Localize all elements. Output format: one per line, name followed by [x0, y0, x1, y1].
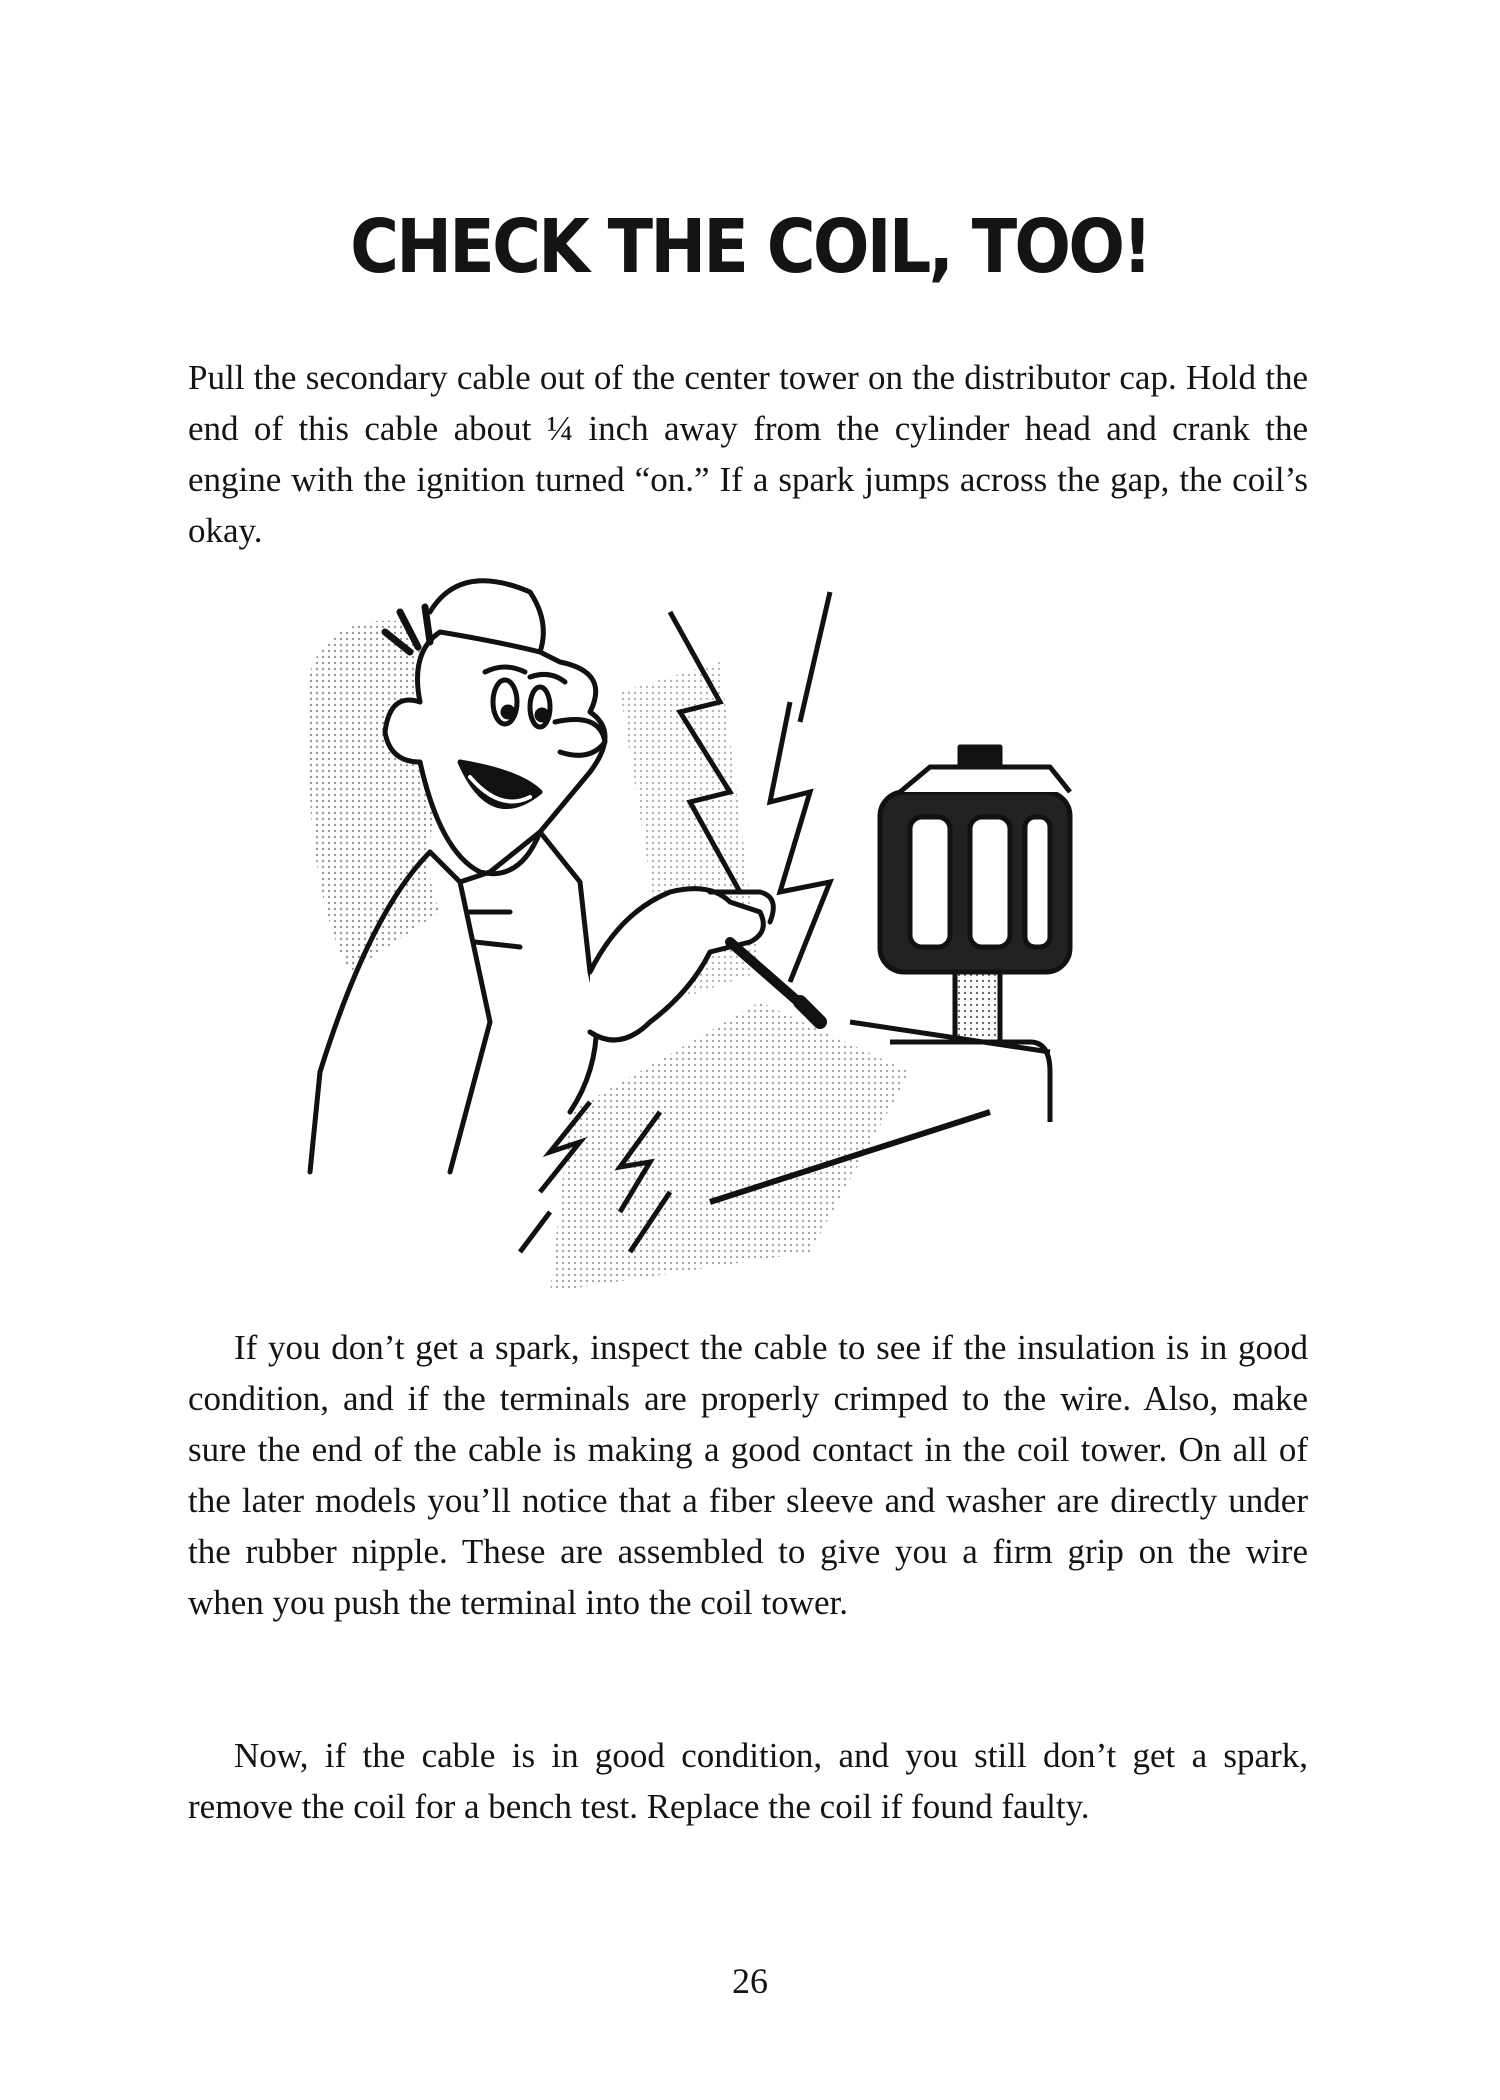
halftone-wash-bottom	[550, 1002, 910, 1292]
intro-paragraph: Pull the secondary cable out of the center tower on the distributor cap. Hold the end of this cable about ¼ inch away from the cylinder head and crank the engine with the ignition turned “on.” If a spark jumps across the gap, the coil’s okay.	[188, 358, 1308, 550]
body-paragraph: Now, if the cable is in good condition, and you still don’t get a spark, remove the coil for a bench test. Replace the coil if found faulty.	[188, 1736, 1308, 1826]
page-number: 26	[732, 1961, 768, 2001]
body-paragraph: If you don’t get a spark, inspect the cable to see if the insulation is in good condition, and if the terminals are properly crimped to the wire. Also, make sure the end of the cable is making a good contact in the coil tower. On all of the later models you’ll notice that a fiber sleeve and washer are directly under the rubber nipple. These are assembled to give you a firm grip on the wire when you push the terminal into the coil tower.	[188, 1328, 1308, 1622]
mechanic-spark-illustration	[290, 552, 1170, 1322]
page-title: CHECK THE COIL, TOO!	[350, 204, 1150, 290]
